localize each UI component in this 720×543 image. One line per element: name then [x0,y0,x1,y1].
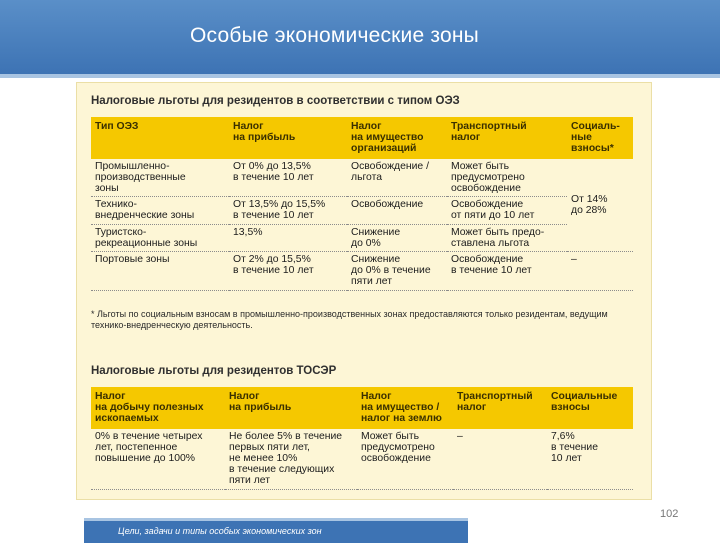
tosep-col-header: Налог на прибыль [225,387,357,429]
table-cell: Снижение до 0% в течение пяти лет [347,252,447,291]
oez-header-row [91,117,633,159]
tosep-col-header: Налог на имущество / налог на землю [357,387,453,429]
tosep-table [91,387,633,490]
table-cell: Портовые зоны [91,252,229,291]
table-row [91,159,633,197]
table-cell: Туристско- рекреационные зоны [91,224,229,251]
table-cell: От 2% до 15,5% в течение 10 лет [229,252,347,291]
table-cell: От 0% до 13,5% в течение 10 лет [229,159,347,197]
tosep-header-row [91,387,633,429]
table-cell: Может быть предусмотрено освобождение [357,429,453,490]
table-row [91,197,633,224]
footer-bar [84,518,468,543]
footnote: * Льготы по социальным взносам в промышленно-производственных зонах предоставляются только резидентам, ведущим технико-внедренческую деятельность. [91,309,608,330]
table-cell: 13,5% [229,224,347,251]
table-cell: Не более 5% в течение первых пяти лет, не менее 10% в течение следующих пяти лет [225,429,357,490]
table-row [91,224,633,251]
content-panel [76,82,652,500]
tosep-col-header: Социальные взносы [547,387,633,429]
table-cell: Может быть предусмотрено освобождение [447,159,567,197]
table-cell: Может быть предо- ставлена льгота [447,224,567,251]
tosep-col-header: Транспортный налог [453,387,547,429]
oez-col-header: Тип ОЭЗ [91,117,229,159]
table-row [91,252,633,291]
table-cell: От 13,5% до 15,5% в течение 10 лет [229,197,347,224]
oez-table [91,117,633,291]
footer-text: Цели, задачи и типы особых экономических зон [118,526,322,536]
table-cell: Промышленно- производственные зоны [91,159,229,197]
tosep-heading: Налоговые льготы для резидентов ТОСЭР [91,365,337,377]
table-cell: 0% в течение четырех лет, постепенное повышение до 100% [91,429,225,490]
oez-col-header: Транспортный налог [447,117,567,159]
table-row [91,429,633,490]
table-cell: Снижение до 0% [347,224,447,251]
tosep-col-header: Налог на добычу полезных ископаемых [91,387,225,429]
table-cell: Освобождение в течение 10 лет [447,252,567,291]
social-contributions-cell: От 14% до 28% [567,159,633,252]
oez-col-header: Налог на прибыль [229,117,347,159]
table-cell: Освобождение [347,197,447,224]
oez-col-header: Налог на имущество организаций [347,117,447,159]
table-cell: – [567,252,633,291]
table-cell: Освобождение / льгота [347,159,447,197]
slide-header [0,0,720,78]
table-cell: Технико- внедренческие зоны [91,197,229,224]
oez-heading: Налоговые льготы для резидентов в соответствии с типом ОЭЗ [91,95,460,107]
oez-col-header: Социаль- ные взносы* [567,117,633,159]
table-cell: Освобождение от пяти до 10 лет [447,197,567,224]
page-number: 102 [660,508,679,520]
table-cell: – [453,429,547,490]
table-cell: 7,6% в течение 10 лет [547,429,633,490]
slide-title: Особые экономические зоны [190,24,479,47]
